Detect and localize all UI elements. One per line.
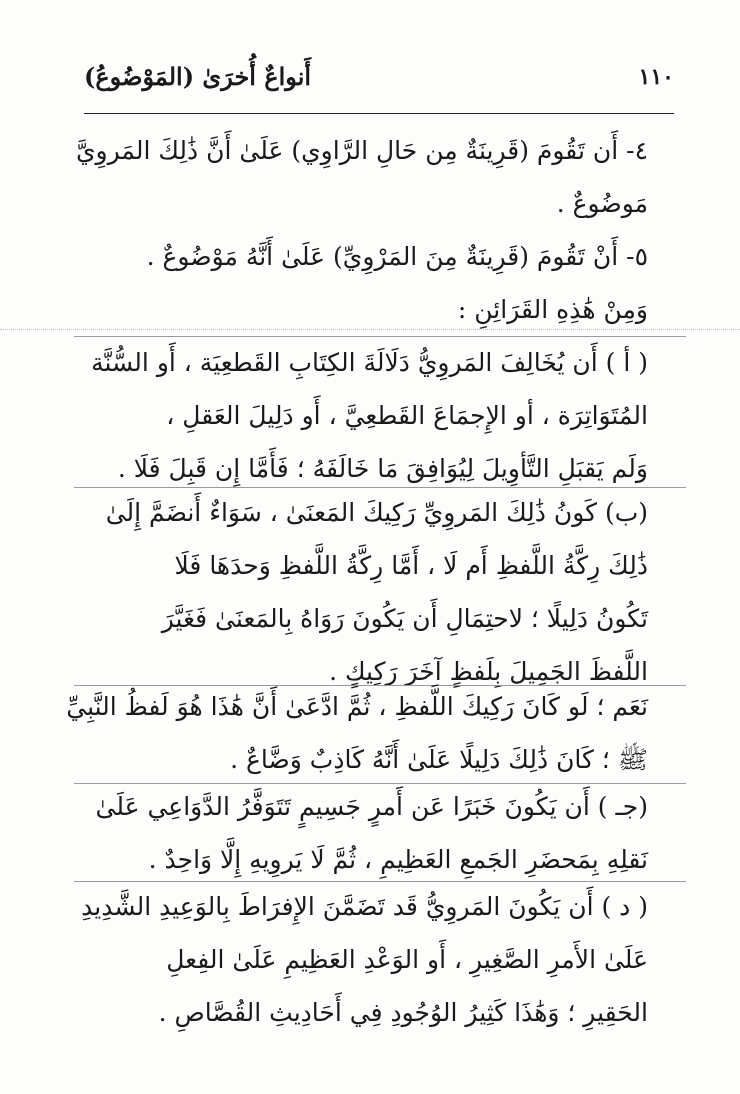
header-rule	[84, 113, 674, 114]
section-dal-line-1: ( د ) أَن يَكُونَ المَروِيُّ قَد تَضَمَّنَ الإِفرَاطَ بِالوَعِيدِ الشَّدِيدِ	[81, 892, 648, 921]
section-ba-line-2: ذَٰلِكَ رِكَّةُ اللَّفظِ أَم لَا ، أَمَّا رِكَّةُ اللَّفظِ وَحدَهَا فَلَا	[174, 551, 648, 580]
section-alif-line-2: المُتَوَاتِرَة ، أو الإِجمَاعَ القَطعِيَّ ، أَو دَلِيلَ العَقلِ ،	[166, 401, 648, 430]
section-jim-line-1: (جـ ) أَن يَكُونَ خَبَرًا عَن أَمرٍ جَسِيمٍ تَتَوَفَّرُ الدَّوَاعِي عَلَىٰ	[95, 792, 648, 821]
section-ba-line-4: اللَّفظَ الجَمِيلَ بِلَفظٍ آخَرَ رَكِيكٍ .	[329, 657, 648, 686]
page-number: ١١٠	[638, 64, 674, 90]
section-dal-line-3: الحَقِيرِ ؛ وَهَٰذَا كَثِيرُ الوُجُودِ فِي أَحَادِيثِ القُصَّاصِ .	[158, 998, 648, 1027]
section-naam-line-2: ﷺ ؛ كَانَ ذَٰلِكَ دَلِيلًا عَلَىٰ أَنَّهُ كَاذِبٌ وَضَّاعٌ .	[230, 745, 648, 774]
item-5	[80, 230, 648, 283]
section-ba	[96, 486, 648, 698]
item-5-line-1: ٥- أَنْ تَقُومَ (قَرِينَةٌ مِنَ المَرْوِيِّ) عَلَىٰ أَنَّهُ مَوْضُوعٌ .	[146, 242, 648, 271]
section-naam	[66, 680, 648, 786]
section-alif-line-1: ( أ ) أَن يُخَالِفَ المَروِيُّ دَلَالَةَ الكِتَابِ القَطعِيَة ، أَو السُّنَّة	[91, 348, 648, 377]
section-jim-line-2: نَقلِهِ بِمَحضَرِ الجَمعِ العَظِيمِ ، ثُمَّ لَا يَروِيهِ إِلَّا وَاحِدٌ .	[148, 845, 648, 874]
section-naam-line-1: نَعَم ؛ لَو كَانَ رَكِيكَ اللَّفظِ ، ثُمَّ ادَّعَىٰ أَنَّ هَٰذَا هُوَ لَفظُ النَّبِيِّ	[66, 692, 648, 721]
item-4	[75, 124, 648, 230]
intro-text: وَمِنْ هَٰذِهِ القَرَائِنِ :	[457, 295, 648, 324]
section-ba-line-1: (ب) كَونُ ذَٰلِكَ المَروِيِّ رَكِيكَ المَعنَىٰ ، سَوَاءٌ أَنضَمَّ إِلَىٰ	[105, 498, 648, 527]
item-4-line-1: ٤- أَن تَقُومَ (قَرِينَةٌ مِن حَالِ الرَّاوِي) عَلَىٰ أَنَّ ذَٰلِكَ المَروِيَّ	[75, 136, 648, 165]
page-header	[84, 58, 674, 100]
section-ba-line-3: تَكُونُ دَلِيلًا ؛ لاحتِمَالِ أَن يَكُونَ رَوَاهُ بِالمَعنَىٰ فَغَيَّرَ	[161, 604, 648, 633]
section-dal	[81, 880, 648, 1039]
section-alif-line-3: وَلَم يَقبَلِ التَّأوِيلَ لِيُوَافِقَ مَا خَالَفَهُ ؛ فَأَمَّا إِن قَبِلَ فَلَا .	[117, 454, 648, 483]
item-4-line-2: مَوضُوعٌ .	[556, 189, 648, 218]
faint-divider	[0, 329, 740, 330]
running-title: أَنواعٌ أُخرَىٰ (المَوْضُوعُ)	[84, 62, 312, 91]
section-dal-line-2: عَلَىٰ الأَمرِ الصَّغِيرِ ، أَو الوَعْدِ العَظِيمِ عَلَىٰ الفِعلِ	[166, 945, 648, 974]
section-jim	[96, 780, 648, 886]
section-alif	[91, 336, 648, 495]
